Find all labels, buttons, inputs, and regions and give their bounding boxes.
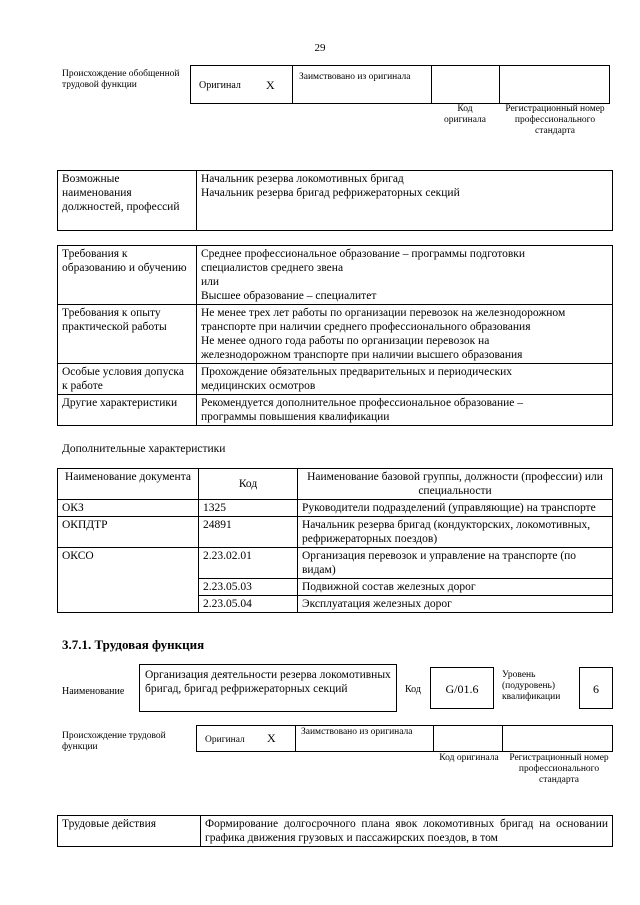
function-code-label: Код (405, 684, 421, 695)
reg-caption: Регистрационный номер профессионального стандарта (509, 753, 609, 785)
requirement-value (197, 305, 613, 364)
code-caption: Код оригинала (439, 753, 499, 763)
original-label: Оригинал (199, 80, 241, 91)
divider (292, 65, 293, 104)
requirement-line: или (201, 276, 220, 288)
job-titles-value (197, 171, 613, 231)
row-code: 24891 (199, 517, 298, 548)
job-title-line: Начальник резерва локомотивных бригад (201, 173, 404, 185)
function-code-box: G/01.6 (430, 667, 494, 709)
requirement-value (197, 395, 613, 426)
borrowed-label: Заимствовано из оригинала (301, 727, 413, 737)
row-doc: ОКЗ (58, 500, 199, 517)
row-code: 2.23.05.04 (199, 596, 298, 613)
row-name: Организация перевозок и управление на транспорте (по видам) (298, 548, 613, 579)
divider (433, 725, 434, 752)
actions-text: Формирование долгосрочного плана явок локомотивных бригад на основании графика движения грузовых и пассажирских поездов, в том (201, 816, 613, 847)
divider (295, 725, 296, 752)
divider (431, 65, 432, 104)
requirement-value (197, 246, 613, 305)
divider (499, 65, 500, 104)
function-origin-box (196, 725, 613, 752)
requirement-label: Другие характеристики (58, 395, 197, 426)
row-doc: ОКПДТР (58, 517, 199, 548)
original-mark: X (267, 731, 276, 745)
actions-table (57, 815, 613, 847)
row-code: 1325 (199, 500, 298, 517)
row-code: 2.23.05.03 (199, 579, 298, 596)
requirement-line: программы повышения квалификации (201, 411, 390, 423)
requirement-line: специалистов среднего звена (201, 262, 344, 274)
row-name: Начальник резерва бригад (кондукторских, локомотивных, рефрижераторных поездов) (298, 517, 613, 548)
job-titles-label: Возможные наименования должностей, профессий (58, 171, 197, 231)
actions-label: Трудовые действия (58, 816, 201, 847)
row-doc: ОКСО (58, 548, 199, 613)
requirement-line: Не менее одного года работы по организации перевозок на (201, 335, 490, 347)
original-mark: X (266, 78, 275, 92)
additional-table (57, 468, 613, 613)
original-label: Оригинал (205, 735, 245, 745)
generalized-origin-label: Происхождение обобщенной трудовой функции (62, 69, 180, 90)
header-name: Наименование базовой группы, должности (профессии) или специальности (298, 469, 613, 500)
row-name: Руководители подразделений (управляющие) на транспорте (298, 500, 613, 517)
generalized-origin-box (190, 65, 610, 104)
function-origin-label: Происхождение трудовой функции (62, 731, 166, 752)
code-caption: Код оригинала (444, 104, 486, 125)
borrowed-label: Заимствовано из оригинала (299, 72, 411, 82)
requirement-line: Не менее трех лет работы по организации перевозок на железнодорожном (201, 307, 566, 319)
header-code: Код (199, 469, 298, 500)
requirement-label: Особые условия допуска к работе (58, 364, 197, 395)
requirement-line: Рекомендуется дополнительное профессиональное образование – (201, 397, 524, 409)
function-name-box: Организация деятельности резерва локомотивных бригад, бригад рефрижераторных секций (139, 664, 397, 712)
row-name: Подвижной состав железных дорог (298, 579, 613, 596)
additional-heading: Дополнительные характеристики (62, 443, 226, 455)
header-doc: Наименование документа (58, 469, 199, 500)
function-heading: 3.7.1. Трудовая функция (62, 637, 205, 652)
level-label: Уровень (подуровень) квалификации (502, 670, 561, 702)
requirement-line: медицинских осмотров (201, 380, 316, 392)
requirement-line: Прохождение обязательных предварительных и периодических (201, 366, 513, 378)
job-titles-table (57, 170, 613, 231)
divider (502, 725, 503, 752)
row-code: 2.23.02.01 (199, 548, 298, 579)
requirement-line: Среднее профессиональное образование – программы подготовки (201, 248, 526, 260)
requirement-line: транспорте при наличии среднего профессионального образования (201, 321, 531, 333)
job-title-line: Начальник резерва бригад рефрижераторных секций (201, 187, 460, 199)
requirement-line: железнодорожном транспорте при наличии высшего образования (201, 349, 523, 361)
level-box: 6 (579, 667, 613, 709)
requirement-value (197, 364, 613, 395)
page-number: 29 (314, 42, 326, 54)
row-name: Эксплуатация железных дорог (298, 596, 613, 613)
reg-caption: Регистрационный номер профессионального стандарта (505, 104, 605, 136)
function-name-label: Наименование (62, 686, 125, 697)
requirement-label: Требования к опыту практической работы (58, 305, 197, 364)
requirement-line: Высшее образование – специалитет (201, 290, 377, 302)
requirements-table (57, 245, 613, 426)
requirement-label: Требования к образованию и обучению (58, 246, 197, 305)
